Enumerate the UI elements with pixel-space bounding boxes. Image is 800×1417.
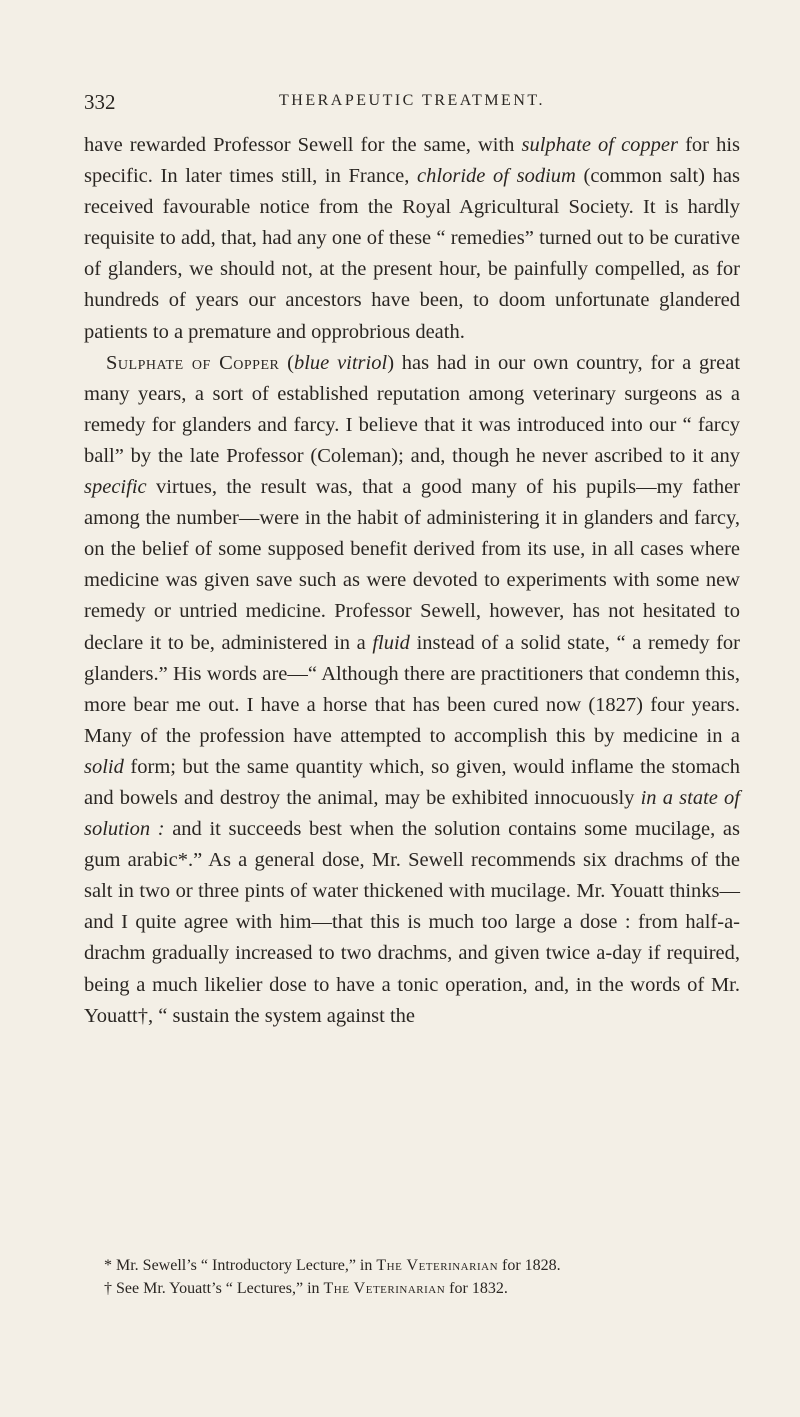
italic-run: in a state of solution :: [84, 786, 740, 841]
journal-title: The Veterinarian: [376, 1257, 499, 1274]
italic-run: chloride of sodium: [417, 165, 576, 188]
text-run: ) has had in our own country, for a great many years, a sort of established reputation among veterinary surgeons as a remedy for glanders and farcy. I believe that it was introduced into our “ farcy ball” by the late Professor (Coleman); and, though he never ascribed to it any: [84, 351, 741, 467]
paragraph-continued: [84, 130, 740, 348]
running-title: THERAPEUTIC TREATMENT.: [279, 92, 545, 109]
footnote-text: for 1832.: [445, 1280, 508, 1297]
text-run: (common salt) has received favourable notice from the Royal Agricultural Society. It is hardly requisite to add, that, had any one of these “ remedies” turned out to be curative of glanders, we should not, at the present hour, be painfully compelled, as for hundreds of years our ancestors have been, to doom unfortunate glandered patients to a premature and opprobrious death.: [84, 165, 740, 343]
journal-title: The Veterinarian: [323, 1280, 446, 1297]
section-heading-inline: Sulphate of Copper: [106, 351, 280, 374]
footnote-text: * Mr. Sewell’s “ Introductory Lecture,” in: [104, 1257, 377, 1274]
italic-run: fluid: [372, 631, 410, 654]
italic-run: sulphate of copper: [521, 134, 679, 156]
paragraph-sulphate-of-copper: [84, 348, 740, 1032]
italic-run: solid: [84, 755, 124, 778]
footnote-1: [84, 1254, 740, 1277]
italic-run: specific: [84, 476, 147, 499]
text-run: form; but the same quantity which, so given, would inflame the stomach and bowels and destroy the animal, may be exhibited innocuously: [84, 755, 740, 809]
footnotes: [84, 1254, 740, 1300]
footnote-text: † See Mr. Youatt’s “ Lectures,” in: [104, 1280, 324, 1297]
footnote-text: for 1828.: [498, 1257, 561, 1274]
italic-run: blue vitriol: [293, 351, 388, 374]
text-run: have rewarded Professor Sewell for the same, with: [84, 134, 522, 156]
text-run: for his specific. In later times still, in France,: [84, 134, 741, 188]
running-head: [84, 90, 740, 120]
text-run: instead of a solid state, “ a remedy for glanders.” His words are—“ Although there are practitioners that condemn this, more bear me out. I have a horse that has been cured now (1827) four years. Many of the profession have attempted to accomplish this by medicine in a: [84, 631, 741, 747]
text-run: and it succeeds best when the solution contains some mucilage, as gum arabic*.” As a general dose, Mr. Sewell recommends six drachms of the salt in two or three pints of water thickened with mucilage. Mr. Youatt thinks—and I quite agree with him—that this is much too large a dose : from half-a-drachm gradually increased to two drachms, and given twice a-day if required, being a much likelier dose to have a tonic operation, and, in the words of Mr. Youatt†, “ sustain the system against the: [84, 818, 740, 1027]
footnote-2: [84, 1277, 740, 1300]
text-run: (: [279, 351, 294, 374]
page-number: 332: [84, 90, 116, 114]
body-text: [84, 130, 740, 1032]
text-run: virtues, the result was, that a good many of his pupils—my father among the number—were in the habit of administering it in glanders and farcy, on the belief of some supposed benefit derived from its use, in all cases where medicine was given save such as were devoted to experiments with some new remedy or untried medicine. Professor Sewell, however, has not hesitated to declare it to be, administered in a: [84, 476, 740, 654]
